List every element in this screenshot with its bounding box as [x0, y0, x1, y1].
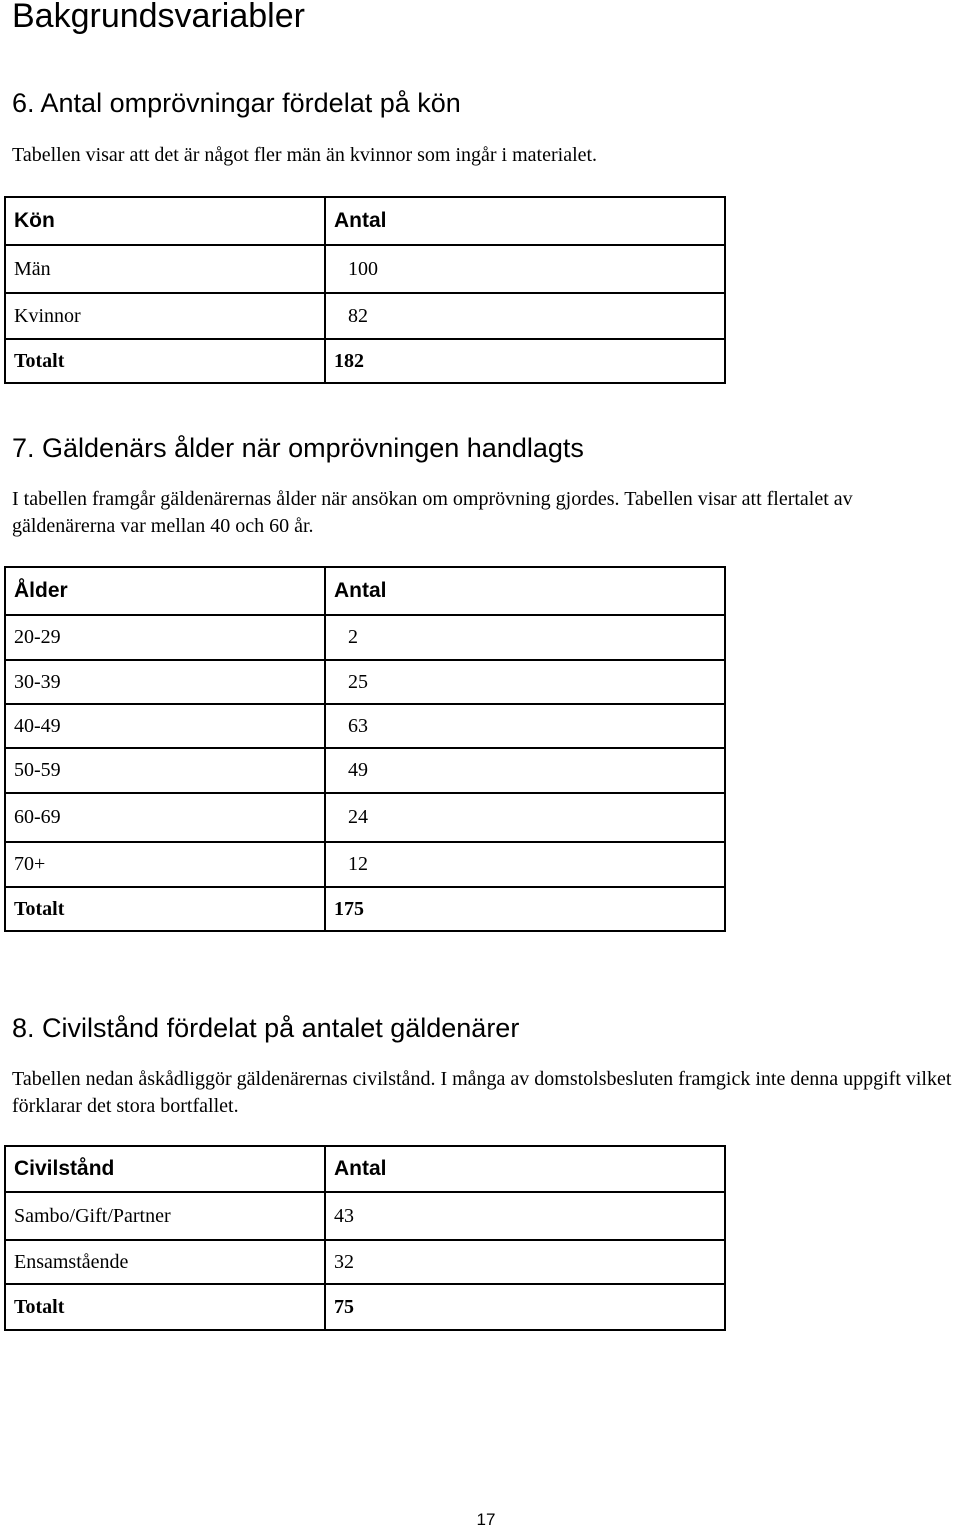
table-row	[5, 704, 725, 748]
civil-status-table	[4, 1145, 726, 1331]
table-row	[5, 842, 725, 887]
page-title: Bakgrundsvariabler	[12, 0, 305, 35]
age-table	[4, 566, 726, 932]
row-label: Sambo/Gift/Partner	[5, 1192, 325, 1240]
table-row	[5, 793, 725, 842]
total-label: Totalt	[5, 339, 325, 383]
row-value: 24	[325, 793, 725, 842]
section-6-heading: 6. Antal omprövningar fördelat på kön	[12, 88, 461, 118]
section-8-heading: 8. Civilstånd fördelat på antalet gäldenärer	[12, 1013, 520, 1043]
table-row	[5, 615, 725, 660]
row-value: 43	[325, 1192, 725, 1240]
row-value: 12	[325, 842, 725, 887]
row-value: 25	[325, 660, 725, 704]
row-value: 32	[325, 1240, 725, 1284]
row-label: 50-59	[5, 748, 325, 793]
page-number: 17	[476, 1510, 496, 1529]
total-value: 75	[325, 1284, 725, 1330]
gender-table	[4, 196, 726, 384]
table-total-row	[5, 887, 725, 931]
row-label: 40-49	[5, 704, 325, 748]
row-label: 60-69	[5, 793, 325, 842]
total-label: Totalt	[5, 887, 325, 931]
table-row	[5, 245, 725, 293]
header-cell-count: Antal	[325, 197, 725, 245]
row-value: 100	[325, 245, 725, 293]
row-label: 70+	[5, 842, 325, 887]
row-value: 2	[325, 615, 725, 660]
table-row	[5, 293, 725, 339]
row-label: Kvinnor	[5, 293, 325, 339]
section-7-heading: 7. Gäldenärs ålder när omprövningen handlagts	[12, 433, 584, 463]
section-8-text: Tabellen nedan åskådliggör gäldenärernas civilstånd. I många av domstolsbesluten framgick inte denna uppgift vilket förklarar det stora bortfallet.	[12, 1068, 952, 1117]
row-value: 82	[325, 293, 725, 339]
table-row	[5, 748, 725, 793]
row-label: 30-39	[5, 660, 325, 704]
table-row	[5, 660, 725, 704]
section-7-text: I tabellen framgår gäldenärernas ålder när ansökan om omprövning gjordes. Tabellen visar att flertalet av gäldenärerna var mellan 40 och 60 år.	[12, 488, 853, 537]
header-cell-count: Antal	[325, 567, 725, 615]
row-label: Ensamstående	[5, 1240, 325, 1284]
table-header-row	[5, 197, 725, 245]
table-header-row	[5, 567, 725, 615]
total-label: Totalt	[5, 1284, 325, 1330]
table-header-row	[5, 1146, 725, 1192]
header-cell-civil-status: Civilstånd	[5, 1146, 325, 1192]
row-value: 49	[325, 748, 725, 793]
total-value: 175	[325, 887, 725, 931]
row-label: Män	[5, 245, 325, 293]
table-total-row	[5, 339, 725, 383]
header-cell-count: Antal	[325, 1146, 725, 1192]
section-6-text: Tabellen visar att det är något fler män än kvinnor som ingår i materialet.	[12, 144, 598, 166]
row-value: 63	[325, 704, 725, 748]
table-total-row	[5, 1284, 725, 1330]
table-row	[5, 1240, 725, 1284]
table-row	[5, 1192, 725, 1240]
total-value: 182	[325, 339, 725, 383]
header-cell-gender: Kön	[5, 197, 325, 245]
header-cell-age: Ålder	[5, 567, 325, 615]
row-label: 20-29	[5, 615, 325, 660]
